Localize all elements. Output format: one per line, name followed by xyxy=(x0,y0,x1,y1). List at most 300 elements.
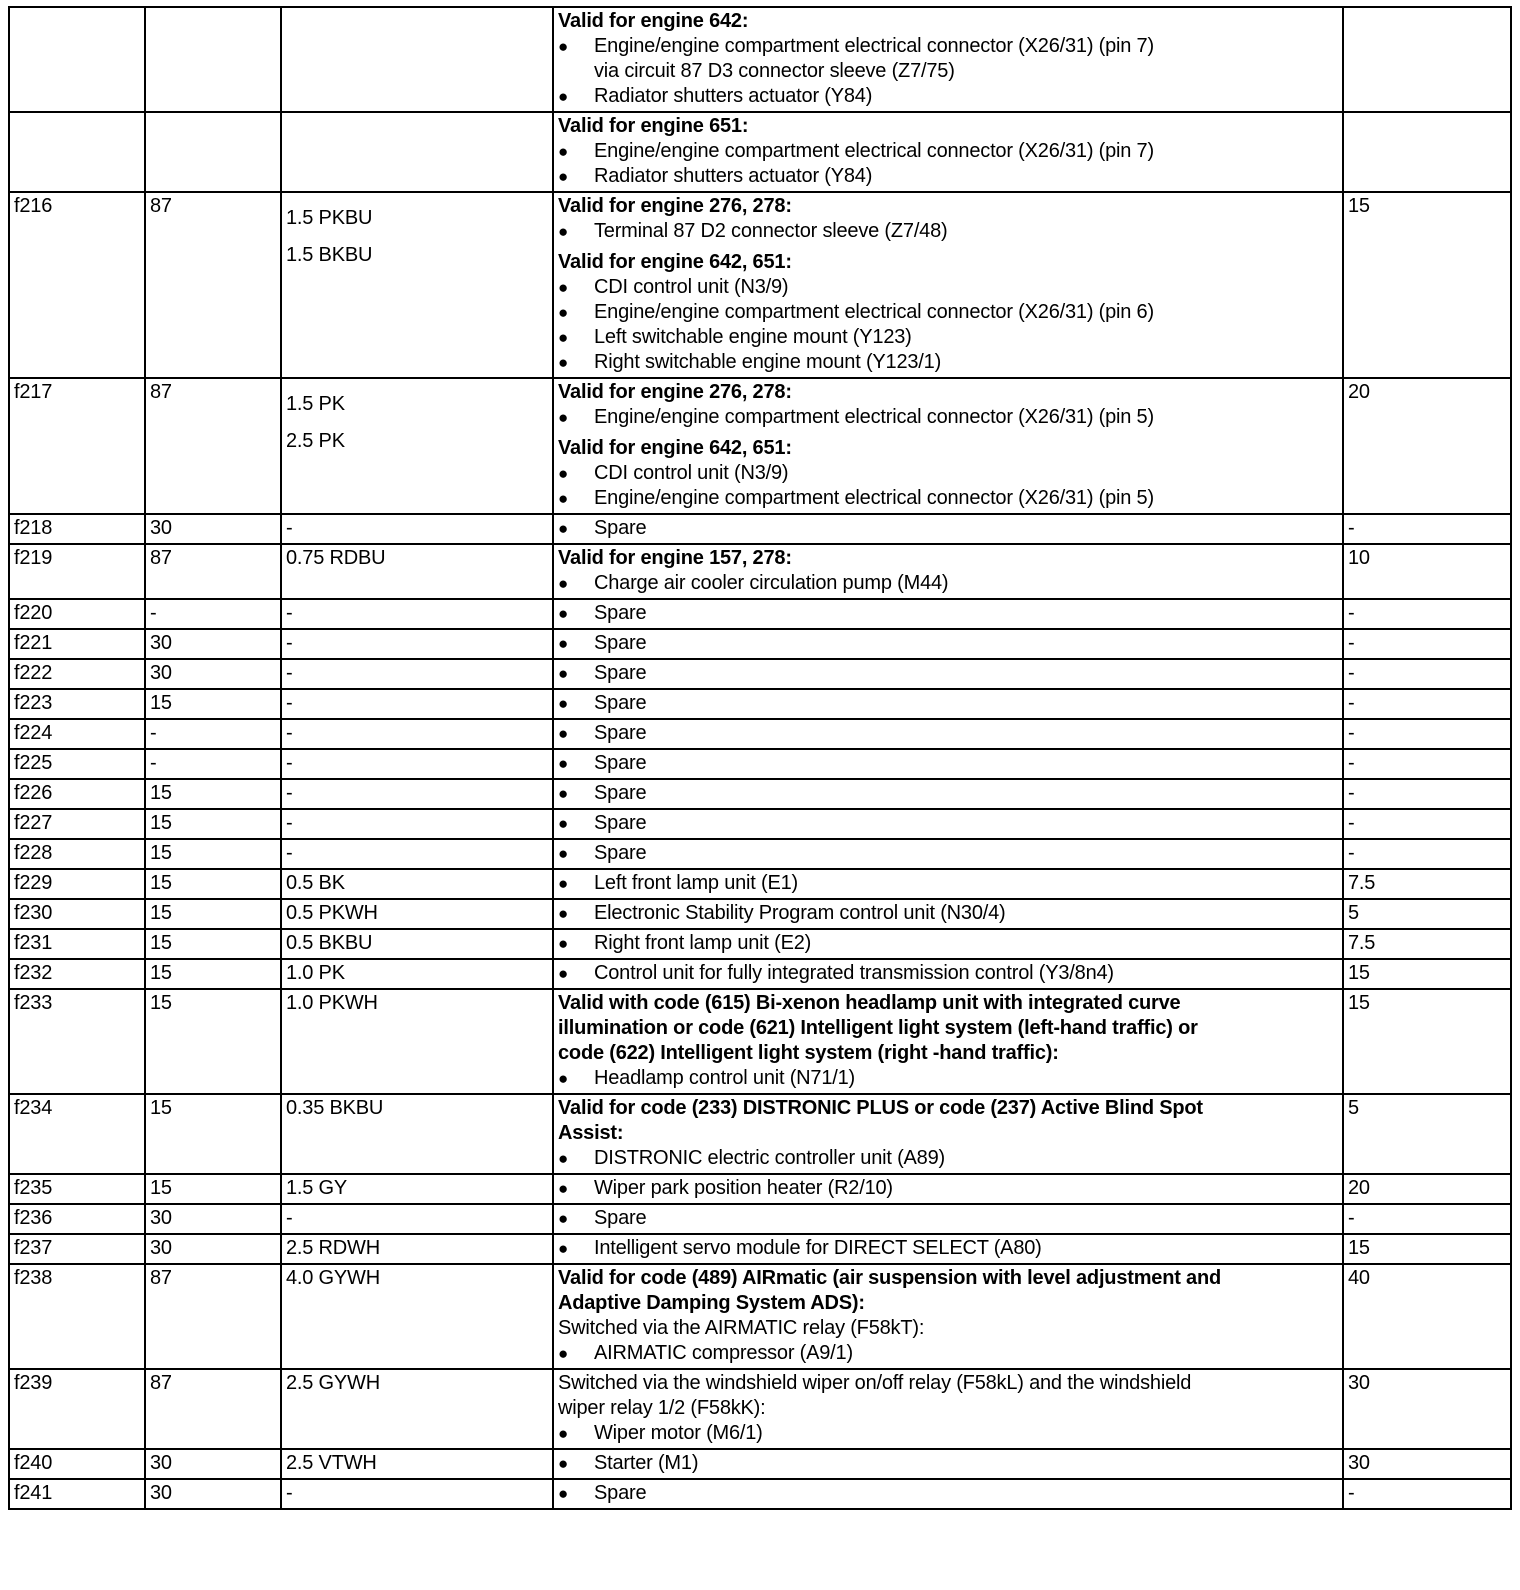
wire-spec: 2.5 PK xyxy=(286,430,345,452)
terminal-cell: - xyxy=(145,719,281,749)
bullet-item xyxy=(558,325,1338,350)
amperage-cell: - xyxy=(1343,839,1511,869)
text-line: Assist: xyxy=(558,1122,624,1144)
amperage-cell: - xyxy=(1343,809,1511,839)
bullet-item xyxy=(558,871,1338,896)
wire-spec: - xyxy=(286,1482,293,1504)
amperage-cell xyxy=(1343,7,1511,112)
terminal-cell: 87 xyxy=(145,1264,281,1369)
bullet-item xyxy=(558,139,1338,164)
fuse-cell: f236 xyxy=(9,1204,145,1234)
text-line: illumination or code (621) Intelligent light system (left-hand traffic) or xyxy=(558,1017,1198,1039)
text-line: Valid for code (233) DISTRONIC PLUS or code (237) Active Blind Spot xyxy=(558,1097,1203,1119)
table-row xyxy=(9,899,1511,929)
component-cell xyxy=(553,1174,1343,1204)
wire-spec: - xyxy=(286,722,293,744)
fuse-cell: f231 xyxy=(9,929,145,959)
fuse-cell: f234 xyxy=(9,1094,145,1174)
wire-spec: 2.5 RDWH xyxy=(286,1237,380,1259)
wire-spec: 0.35 BKBU xyxy=(286,1097,384,1119)
amperage-cell: - xyxy=(1343,749,1511,779)
bullet-icon xyxy=(558,691,594,716)
bullet-item xyxy=(558,1451,1338,1476)
wire-cell xyxy=(281,1264,553,1369)
text-line: Spare xyxy=(594,722,647,744)
bullet-item xyxy=(558,631,1338,656)
bullet-text xyxy=(594,751,646,776)
text-line: Wiper park position heater (R2/10) xyxy=(594,1177,893,1199)
bullet-text xyxy=(594,871,798,896)
bullet-text xyxy=(594,1066,855,1091)
terminal-cell: 87 xyxy=(145,192,281,378)
bullet-icon xyxy=(558,1341,594,1366)
validity-header xyxy=(558,114,1338,139)
amperage-cell: - xyxy=(1343,659,1511,689)
terminal-cell xyxy=(145,112,281,192)
text-line: Spare xyxy=(594,1207,647,1229)
fuse-cell: f216 xyxy=(9,192,145,378)
validity-header xyxy=(558,194,1338,219)
table-row xyxy=(9,1369,1511,1449)
fuse-cell: f221 xyxy=(9,629,145,659)
bullet-icon xyxy=(558,405,594,430)
table-row xyxy=(9,1264,1511,1369)
validity-header xyxy=(558,9,1338,34)
component-cell xyxy=(553,629,1343,659)
bullet-icon xyxy=(558,1236,594,1261)
fuse-cell: f229 xyxy=(9,869,145,899)
fuse-cell: f228 xyxy=(9,839,145,869)
terminal-cell: - xyxy=(145,749,281,779)
validity-header xyxy=(558,250,1338,275)
component-cell xyxy=(553,689,1343,719)
bullet-icon xyxy=(558,275,594,300)
component-cell xyxy=(553,809,1343,839)
component-cell xyxy=(553,659,1343,689)
text-line: Right switchable engine mount (Y123/1) xyxy=(594,351,942,373)
fuse-cell: f241 xyxy=(9,1479,145,1509)
table-row xyxy=(9,7,1511,112)
wire-spec: 0.5 PKWH xyxy=(286,902,378,924)
terminal-cell: - xyxy=(145,599,281,629)
bullet-item xyxy=(558,691,1338,716)
bullet-text xyxy=(594,691,646,716)
validity-header xyxy=(558,991,1338,1066)
amperage-cell: 15 xyxy=(1343,192,1511,378)
bullet-text xyxy=(594,721,646,746)
wire-cell xyxy=(281,959,553,989)
terminal-cell: 15 xyxy=(145,869,281,899)
text-line: AIRMATIC compressor (A9/1) xyxy=(594,1342,853,1364)
bullet-icon xyxy=(558,34,594,59)
bullet-item xyxy=(558,219,1338,244)
fuse-cell: f218 xyxy=(9,514,145,544)
fuse-table-body xyxy=(9,7,1511,1509)
bullet-text xyxy=(594,601,646,626)
wire-cell xyxy=(281,1449,553,1479)
table-row xyxy=(9,514,1511,544)
wire-cell xyxy=(281,869,553,899)
bullet-item xyxy=(558,931,1338,956)
bullet-item xyxy=(558,1481,1338,1506)
text-line: Valid for engine 642, 651: xyxy=(558,251,792,273)
validity-header xyxy=(558,436,1338,461)
component-cell xyxy=(553,7,1343,112)
terminal-cell xyxy=(145,7,281,112)
amperage-cell: 40 xyxy=(1343,1264,1511,1369)
bullet-text xyxy=(594,139,1154,164)
bullet-text xyxy=(594,84,872,109)
fuse-cell: f224 xyxy=(9,719,145,749)
text-line: Radiator shutters actuator (Y84) xyxy=(594,85,873,107)
bullet-text xyxy=(594,1451,698,1476)
terminal-cell: 30 xyxy=(145,1479,281,1509)
terminal-cell: 30 xyxy=(145,1204,281,1234)
wire-cell xyxy=(281,1369,553,1449)
wire-cell xyxy=(281,809,553,839)
wire-cell xyxy=(281,1094,553,1174)
wire-spec: 0.5 BKBU xyxy=(286,932,373,954)
terminal-cell: 15 xyxy=(145,689,281,719)
fuse-cell: f237 xyxy=(9,1234,145,1264)
bullet-icon xyxy=(558,901,594,926)
amperage-cell: 5 xyxy=(1343,1094,1511,1174)
text-line: wiper relay 1/2 (F58kK): xyxy=(558,1397,766,1419)
bullet-text xyxy=(594,461,788,486)
table-row xyxy=(9,1479,1511,1509)
bullet-text xyxy=(594,931,811,956)
text-line: Valid for engine 642: xyxy=(558,10,749,32)
text-line: DISTRONIC electric controller unit (A89) xyxy=(594,1147,945,1169)
bullet-icon xyxy=(558,139,594,164)
table-row xyxy=(9,1234,1511,1264)
bullet-item xyxy=(558,275,1338,300)
component-cell xyxy=(553,929,1343,959)
table-row xyxy=(9,659,1511,689)
table-row xyxy=(9,1204,1511,1234)
bullet-text xyxy=(594,901,1005,926)
text-line: Left front lamp unit (E1) xyxy=(594,872,798,894)
terminal-cell: 87 xyxy=(145,544,281,599)
bullet-item xyxy=(558,1236,1338,1261)
component-cell xyxy=(553,749,1343,779)
component-cell xyxy=(553,1234,1343,1264)
text-line: Spare xyxy=(594,842,647,864)
wire-spec: 4.0 GYWH xyxy=(286,1267,380,1289)
table-row xyxy=(9,869,1511,899)
amperage-cell: 7.5 xyxy=(1343,869,1511,899)
fuse-cell xyxy=(9,7,145,112)
bullet-icon xyxy=(558,1481,594,1506)
wire-cell xyxy=(281,544,553,599)
text-line: Charge air cooler circulation pump (M44) xyxy=(594,572,949,594)
wire-spec: - xyxy=(286,602,293,624)
bullet-item xyxy=(558,516,1338,541)
wire-cell xyxy=(281,192,553,378)
bullet-icon xyxy=(558,350,594,375)
fuse-cell: f227 xyxy=(9,809,145,839)
text-line: Adaptive Damping System ADS): xyxy=(558,1292,865,1314)
fuse-cell: f233 xyxy=(9,989,145,1094)
text-line: Valid for engine 642, 651: xyxy=(558,437,792,459)
wire-spec: 1.5 GY xyxy=(286,1177,348,1199)
bullet-item xyxy=(558,961,1338,986)
amperage-cell xyxy=(1343,112,1511,192)
bullet-icon xyxy=(558,1146,594,1171)
wire-spec: 1.5 PK xyxy=(286,393,345,415)
wire-spec: 0.5 BK xyxy=(286,872,345,894)
component-cell xyxy=(553,779,1343,809)
component-cell xyxy=(553,719,1343,749)
text-line: CDI control unit (N3/9) xyxy=(594,276,789,298)
bullet-item xyxy=(558,1146,1338,1171)
wire-cell xyxy=(281,899,553,929)
text-line: Spare xyxy=(594,812,647,834)
wire-spec xyxy=(286,231,548,243)
amperage-cell: - xyxy=(1343,689,1511,719)
wire-cell xyxy=(281,719,553,749)
fuse-cell: f225 xyxy=(9,749,145,779)
bullet-icon xyxy=(558,486,594,511)
bullet-icon xyxy=(558,1176,594,1201)
bullet-icon xyxy=(558,841,594,866)
amperage-cell: 20 xyxy=(1343,1174,1511,1204)
terminal-cell: 15 xyxy=(145,809,281,839)
amperage-cell: 20 xyxy=(1343,378,1511,514)
table-row xyxy=(9,809,1511,839)
component-cell xyxy=(553,959,1343,989)
component-cell xyxy=(553,1479,1343,1509)
bullet-icon xyxy=(558,811,594,836)
bullet-icon xyxy=(558,871,594,896)
table-row xyxy=(9,1449,1511,1479)
bullet-item xyxy=(558,571,1338,596)
bullet-icon xyxy=(558,1421,594,1446)
amperage-cell: - xyxy=(1343,1204,1511,1234)
table-row xyxy=(9,599,1511,629)
bullet-icon xyxy=(558,1451,594,1476)
wire-spec: - xyxy=(286,692,293,714)
fuse-cell: f235 xyxy=(9,1174,145,1204)
wire-cell xyxy=(281,7,553,112)
bullet-icon xyxy=(558,721,594,746)
fuse-cell: f223 xyxy=(9,689,145,719)
bullet-text xyxy=(594,34,1154,84)
text-line: Engine/engine compartment electrical connector (X26/31) (pin 7) xyxy=(594,35,1154,57)
terminal-cell: 30 xyxy=(145,629,281,659)
bullet-text xyxy=(594,1481,646,1506)
bullet-item xyxy=(558,486,1338,511)
text-line: Switched via the AIRMATIC relay (F58kT): xyxy=(558,1317,925,1339)
wire-cell xyxy=(281,1174,553,1204)
text-line: Spare xyxy=(594,1482,647,1504)
bullet-text xyxy=(594,631,646,656)
component-cell xyxy=(553,544,1343,599)
bullet-item xyxy=(558,350,1338,375)
wire-spec: - xyxy=(286,517,293,539)
bullet-text xyxy=(594,300,1154,325)
amperage-cell: - xyxy=(1343,719,1511,749)
bullet-icon xyxy=(558,1206,594,1231)
wire-cell xyxy=(281,929,553,959)
fuse-cell: f230 xyxy=(9,899,145,929)
text-line: Radiator shutters actuator (Y84) xyxy=(594,165,873,187)
text-line: Terminal 87 D2 connector sleeve (Z7/48) xyxy=(594,220,948,242)
text-line: Headlamp control unit (N71/1) xyxy=(594,1067,855,1089)
terminal-cell: 15 xyxy=(145,779,281,809)
text-line: code (622) Intelligent light system (right -hand traffic): xyxy=(558,1042,1059,1064)
wire-spec xyxy=(286,194,548,206)
table-row xyxy=(9,959,1511,989)
bullet-item xyxy=(558,34,1338,84)
component-cell xyxy=(553,514,1343,544)
table-row xyxy=(9,112,1511,192)
wire-cell xyxy=(281,514,553,544)
text-line: Spare xyxy=(594,662,647,684)
bullet-text xyxy=(594,1236,1042,1261)
text-line: Electronic Stability Program control unit (N30/4) xyxy=(594,902,1006,924)
text-line: Right front lamp unit (E2) xyxy=(594,932,812,954)
bullet-text xyxy=(594,275,788,300)
wire-cell xyxy=(281,839,553,869)
table-row xyxy=(9,839,1511,869)
component-cell xyxy=(553,1449,1343,1479)
bullet-item xyxy=(558,811,1338,836)
bullet-text xyxy=(594,516,646,541)
component-cell xyxy=(553,839,1343,869)
bullet-icon xyxy=(558,751,594,776)
text-line: Engine/engine compartment electrical connector (X26/31) (pin 7) xyxy=(594,140,1154,162)
bullet-icon xyxy=(558,961,594,986)
terminal-cell: 30 xyxy=(145,514,281,544)
table-row xyxy=(9,1094,1511,1174)
bullet-item xyxy=(558,841,1338,866)
terminal-cell: 87 xyxy=(145,1369,281,1449)
terminal-cell: 15 xyxy=(145,929,281,959)
text-line: Control unit for fully integrated transmission control (Y3/8n4) xyxy=(594,962,1114,984)
component-cell xyxy=(553,1204,1343,1234)
wire-spec: - xyxy=(286,782,293,804)
component-cell xyxy=(553,989,1343,1094)
wire-cell xyxy=(281,1479,553,1509)
component-cell xyxy=(553,899,1343,929)
text-line: Valid for code (489) AIRmatic (air suspension with level adjustment and xyxy=(558,1267,1221,1289)
validity-header xyxy=(558,380,1338,405)
fuse-cell: f240 xyxy=(9,1449,145,1479)
fuse-cell: f238 xyxy=(9,1264,145,1369)
wire-spec: 1.5 BKBU xyxy=(286,244,373,266)
bullet-icon xyxy=(558,164,594,189)
wire-cell xyxy=(281,749,553,779)
component-cell xyxy=(553,869,1343,899)
wire-spec: - xyxy=(286,752,293,774)
fuse-table xyxy=(8,6,1512,1510)
wire-cell xyxy=(281,599,553,629)
bullet-text xyxy=(594,164,872,189)
amperage-cell: - xyxy=(1343,514,1511,544)
bullet-text xyxy=(594,811,646,836)
bullet-item xyxy=(558,781,1338,806)
component-cell xyxy=(553,1369,1343,1449)
bullet-icon xyxy=(558,1066,594,1091)
bullet-icon xyxy=(558,781,594,806)
bullet-item xyxy=(558,84,1338,109)
text-line: Wiper motor (M6/1) xyxy=(594,1422,763,1444)
component-cell xyxy=(553,378,1343,514)
table-row xyxy=(9,989,1511,1094)
bullet-text xyxy=(594,571,948,596)
amperage-cell: - xyxy=(1343,779,1511,809)
text-line: Starter (M1) xyxy=(594,1452,699,1474)
wire-spec: 1.0 PKWH xyxy=(286,992,378,1014)
text-line: Left switchable engine mount (Y123) xyxy=(594,326,912,348)
bullet-text xyxy=(594,841,646,866)
amperage-cell: 15 xyxy=(1343,959,1511,989)
bullet-item xyxy=(558,405,1338,430)
amperage-cell: 15 xyxy=(1343,989,1511,1094)
bullet-text xyxy=(594,1176,893,1201)
bullet-item xyxy=(558,1421,1338,1446)
table-row xyxy=(9,378,1511,514)
text-line: Spare xyxy=(594,632,647,654)
terminal-cell: 30 xyxy=(145,659,281,689)
bullet-text xyxy=(594,405,1154,430)
bullet-text xyxy=(594,961,1114,986)
text-line: Engine/engine compartment electrical connector (X26/31) (pin 5) xyxy=(594,406,1154,428)
bullet-icon xyxy=(558,461,594,486)
bullet-text xyxy=(594,325,912,350)
amperage-cell: 30 xyxy=(1343,1449,1511,1479)
validity-header xyxy=(558,1266,1338,1316)
component-cell xyxy=(553,599,1343,629)
fuse-cell: f220 xyxy=(9,599,145,629)
bullet-icon xyxy=(558,84,594,109)
wire-cell xyxy=(281,1234,553,1264)
bullet-item xyxy=(558,661,1338,686)
terminal-cell: 87 xyxy=(145,378,281,514)
wire-cell xyxy=(281,112,553,192)
terminal-cell: 15 xyxy=(145,839,281,869)
bullet-item xyxy=(558,1341,1338,1366)
table-row xyxy=(9,929,1511,959)
wire-cell xyxy=(281,629,553,659)
amperage-cell: 30 xyxy=(1343,1369,1511,1449)
terminal-cell: 15 xyxy=(145,899,281,929)
bullet-text xyxy=(594,1421,763,1446)
bullet-item xyxy=(558,1066,1338,1091)
amperage-cell: - xyxy=(1343,1479,1511,1509)
bullet-item xyxy=(558,300,1338,325)
wire-cell xyxy=(281,779,553,809)
bullet-icon xyxy=(558,661,594,686)
fuse-cell: f219 xyxy=(9,544,145,599)
bullet-icon xyxy=(558,931,594,956)
table-row xyxy=(9,779,1511,809)
text-line: via circuit 87 D3 connector sleeve (Z7/75) xyxy=(594,60,955,82)
text-line: Valid for engine 276, 278: xyxy=(558,195,792,217)
wire-spec xyxy=(286,380,548,392)
table-row xyxy=(9,1174,1511,1204)
fuse-cell: f217 xyxy=(9,378,145,514)
text-line: Valid for engine 651: xyxy=(558,115,749,137)
wire-cell xyxy=(281,378,553,514)
amperage-cell: 5 xyxy=(1343,899,1511,929)
text-line: Valid with code (615) Bi-xenon headlamp unit with integrated curve xyxy=(558,992,1181,1014)
table-row xyxy=(9,689,1511,719)
component-cell xyxy=(553,1264,1343,1369)
wire-spec: - xyxy=(286,662,293,684)
table-row xyxy=(9,719,1511,749)
